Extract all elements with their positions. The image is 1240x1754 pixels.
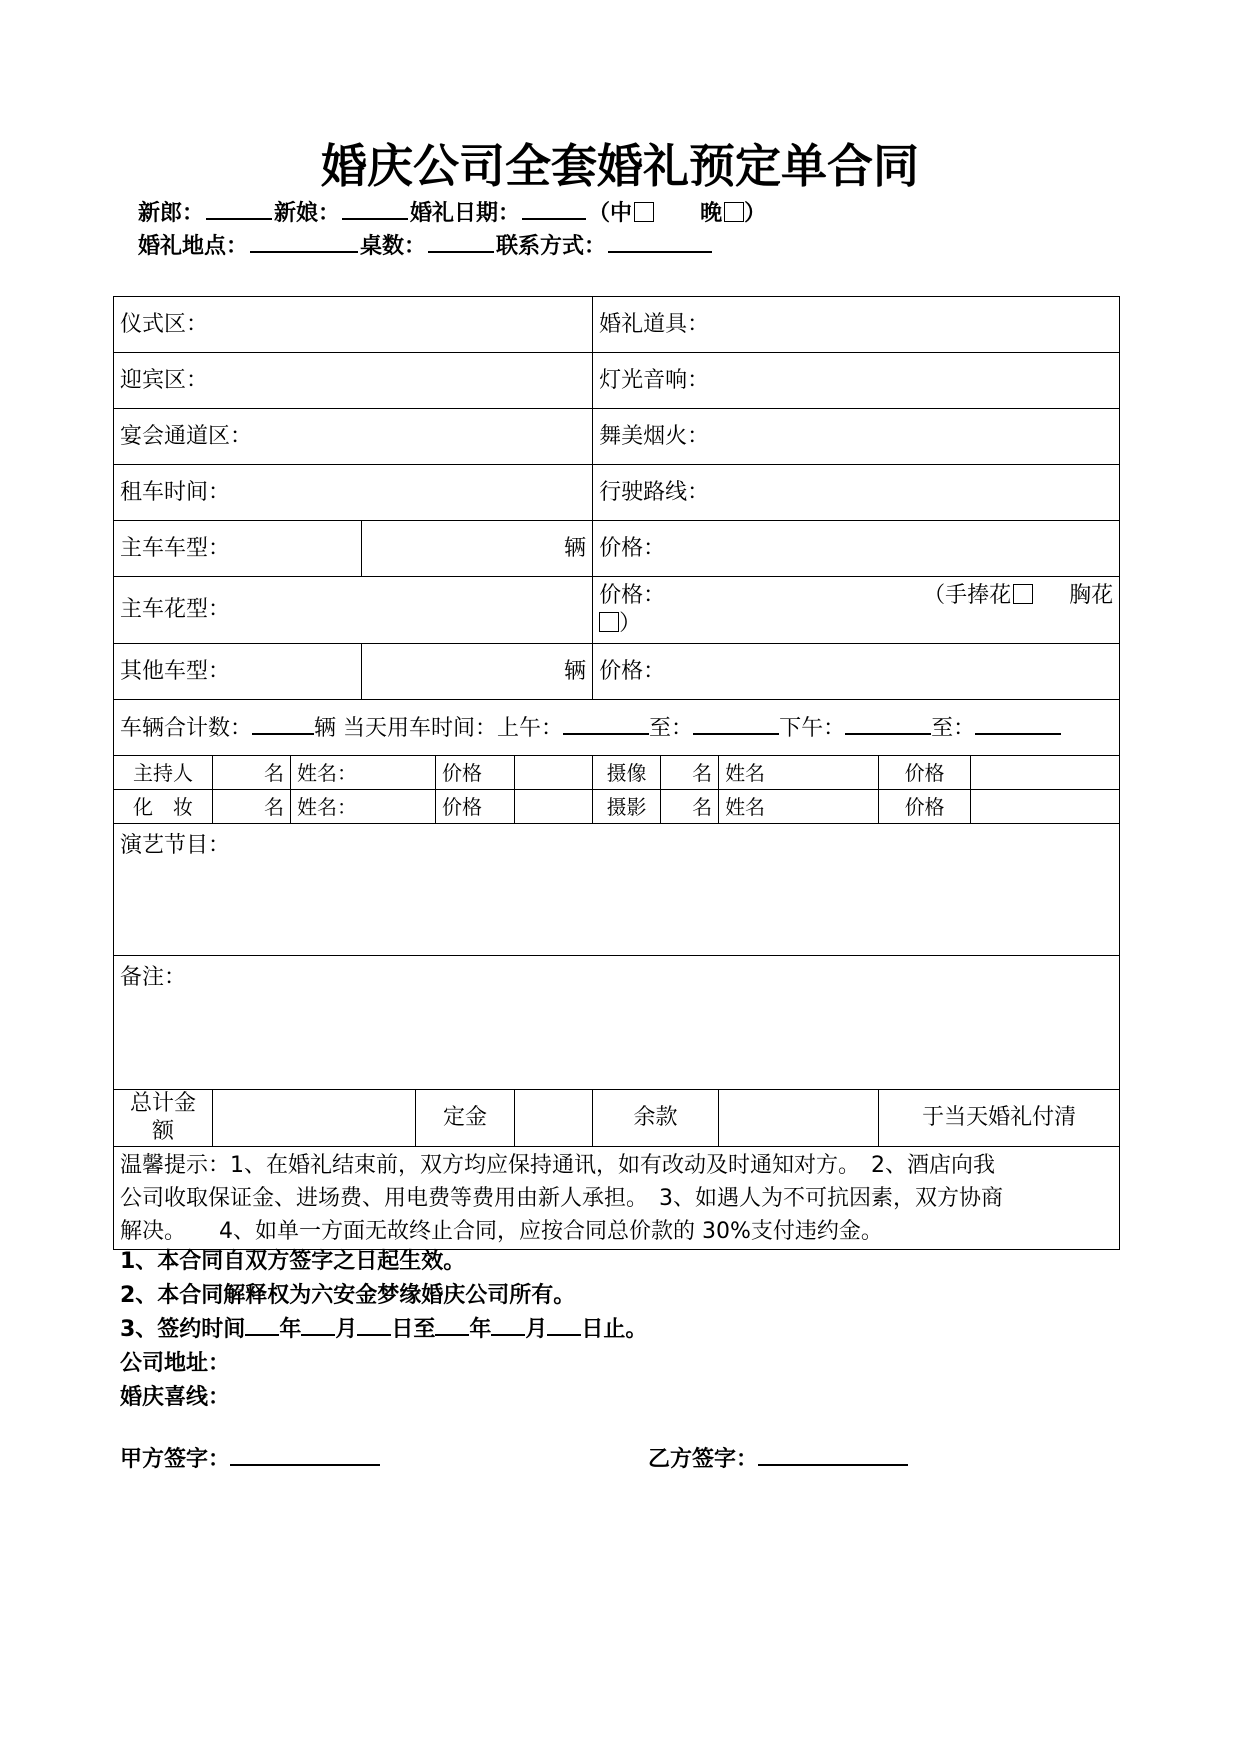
contact-blank[interactable]	[608, 229, 712, 253]
evening-checkbox[interactable]	[724, 202, 744, 222]
table-row	[114, 577, 1120, 644]
makeup-label-cell: 化 妆	[114, 790, 213, 824]
stage-fireworks-cell[interactable]: 舞美烟火：	[593, 409, 1120, 465]
party-a-label: 甲方签字：	[120, 1447, 231, 1472]
vehicle-total-cell[interactable]	[114, 700, 1120, 756]
venue-label: 婚礼地点：	[138, 234, 249, 259]
other-car-model-cell[interactable]: 其他车型：	[114, 644, 362, 700]
total-amount-label-cell: 总计金额	[114, 1090, 213, 1147]
start-month-blank[interactable]	[301, 1314, 335, 1336]
clause-1: 1、本合同自双方签字之日起生效。	[120, 1249, 466, 1274]
table-row	[114, 297, 1120, 353]
pay-on-day-cell: 于当天婚礼付清	[879, 1090, 1120, 1147]
photography-count-cell[interactable]: 名	[661, 790, 719, 824]
table-row	[114, 956, 1120, 1090]
makeup-name-cell[interactable]: 姓名：	[291, 790, 436, 824]
table-row	[114, 1090, 1120, 1147]
venue-blank[interactable]	[250, 229, 358, 253]
contract-clauses	[120, 1245, 647, 1415]
ceremony-area-cell[interactable]: 仪式区：	[114, 297, 593, 353]
balance-cell[interactable]	[719, 1090, 879, 1147]
main-car-count-cell[interactable]: 辆	[362, 521, 593, 577]
videography-name-cell[interactable]: 姓名	[719, 756, 879, 790]
table-row	[114, 521, 1120, 577]
wedding-hotline: 婚庆喜线：	[120, 1385, 231, 1410]
morning-from-blank[interactable]	[563, 713, 649, 735]
host-label-cell: 主持人	[114, 756, 213, 790]
afternoon-from-blank[interactable]	[845, 713, 931, 735]
other-car-count-cell[interactable]: 辆	[362, 644, 593, 700]
groom-blank[interactable]	[206, 196, 272, 220]
bride-label: 新娘：	[274, 201, 341, 226]
total-amount-cell[interactable]	[213, 1090, 416, 1147]
party-b-sign-line[interactable]	[758, 1442, 908, 1466]
photography-label-cell: 摄影	[593, 790, 661, 824]
end-month-blank[interactable]	[491, 1314, 525, 1336]
date-label: 婚礼日期：	[410, 201, 521, 226]
noon-checkbox[interactable]	[634, 202, 654, 222]
host-count-cell[interactable]: 名	[213, 756, 291, 790]
other-car-price-cell[interactable]: 价格：	[593, 644, 1120, 700]
photography-price-label-cell: 价格	[879, 790, 971, 824]
end-year-blank[interactable]	[435, 1314, 469, 1336]
day-car-time-label: 当天用车时间：上午：	[343, 715, 564, 741]
makeup-price-label-cell: 价格	[436, 790, 515, 824]
document-title: 婚庆公司全套婚礼预定单合同	[321, 139, 919, 193]
company-address: 公司地址：	[120, 1351, 231, 1376]
table-row	[114, 790, 1120, 824]
end-day-blank[interactable]	[547, 1314, 581, 1336]
bouquet-checkbox[interactable]	[1013, 584, 1033, 604]
contact-label: 联系方式：	[496, 234, 607, 259]
header-line-2	[138, 229, 714, 262]
start-day-blank[interactable]	[357, 1314, 391, 1336]
videography-count-cell[interactable]: 名	[661, 756, 719, 790]
videography-price-cell[interactable]	[971, 756, 1120, 790]
vehicle-total-blank[interactable]	[252, 713, 314, 735]
table-row	[114, 644, 1120, 700]
remarks-cell[interactable]: 备注：	[114, 956, 1120, 1090]
welcome-area-cell[interactable]: 迎宾区：	[114, 353, 593, 409]
evening-label: 晚	[700, 201, 723, 226]
notice-line: 公司收取保证金、进场费、用电费等费用由新人承担。 3、如遇人为不可抗因素，双方协商	[120, 1185, 1004, 1211]
main-car-flowers-cell[interactable]: 主车花型：	[114, 577, 593, 644]
header-line-1	[138, 196, 766, 229]
flower-price-label: 价格：	[599, 583, 666, 608]
corsage-label: 胸花	[1069, 583, 1114, 608]
vehicle-total-unit: 辆	[314, 715, 337, 741]
notice-line: 温馨提示：1、在婚礼结束前，双方均应保持通讯，如有改动及时通知对方。 2、酒店向我	[120, 1152, 995, 1178]
makeup-count-cell[interactable]: 名	[213, 790, 291, 824]
flower-price-cell[interactable]	[593, 577, 1120, 644]
party-b-signature	[648, 1442, 908, 1477]
host-price-label-cell: 价格	[436, 756, 515, 790]
table-row	[114, 1147, 1120, 1250]
performances-cell[interactable]: 演艺节目：	[114, 824, 1120, 956]
table-row	[114, 700, 1120, 756]
corsage-checkbox[interactable]	[599, 612, 619, 632]
photography-name-cell[interactable]: 姓名	[719, 790, 879, 824]
close-paren: ）	[744, 201, 767, 226]
main-car-model-cell[interactable]: 主车车型：	[114, 521, 362, 577]
party-a-sign-line[interactable]	[230, 1442, 380, 1466]
banquet-aisle-cell[interactable]: 宴会通道区：	[114, 409, 593, 465]
morning-to-blank[interactable]	[693, 713, 779, 735]
host-price-cell[interactable]	[515, 756, 593, 790]
contract-table	[113, 296, 1120, 1250]
clause-3: 3、签约时间 年 月 日至 年 月 日止。	[120, 1313, 647, 1347]
tables-blank[interactable]	[428, 229, 494, 253]
flower-close: ）	[619, 611, 642, 636]
videography-label-cell: 摄像	[593, 756, 661, 790]
table-row	[114, 353, 1120, 409]
table-row	[114, 756, 1120, 790]
groom-label: 新郎：	[138, 201, 205, 226]
bride-blank[interactable]	[342, 196, 408, 220]
date-blank[interactable]	[522, 196, 586, 220]
tables-label: 桌数：	[360, 234, 427, 259]
party-b-label: 乙方签字：	[648, 1447, 759, 1472]
clause-2: 2、本合同解释权为六安金梦缘婚庆公司所有。	[120, 1283, 576, 1308]
deposit-cell[interactable]	[515, 1090, 593, 1147]
table-row	[114, 409, 1120, 465]
party-a-signature	[120, 1442, 380, 1477]
photography-price-cell[interactable]	[971, 790, 1120, 824]
videography-price-label-cell: 价格	[879, 756, 971, 790]
to-label-2: 至：	[931, 715, 976, 741]
host-name-cell[interactable]: 姓名：	[291, 756, 436, 790]
bouquet-label: （手捧花	[923, 583, 1012, 608]
driving-route-cell[interactable]: 行驶路线：	[593, 465, 1120, 521]
vehicle-total-label: 车辆合计数：	[120, 715, 253, 741]
to-label-1: 至：	[649, 715, 694, 741]
main-car-price-cell[interactable]: 价格：	[593, 521, 1120, 577]
makeup-price-cell[interactable]	[515, 790, 593, 824]
afternoon-to-blank[interactable]	[975, 713, 1061, 735]
afternoon-label: 下午：	[779, 715, 846, 741]
wedding-props-cell[interactable]: 婚礼道具：	[593, 297, 1120, 353]
deposit-label-cell: 定金	[416, 1090, 515, 1147]
rental-time-cell[interactable]: 租车时间：	[114, 465, 593, 521]
table-row	[114, 465, 1120, 521]
notice-cell	[114, 1147, 1120, 1250]
table-row	[114, 824, 1120, 956]
balance-label-cell: 余款	[593, 1090, 719, 1147]
notice-line: 解决。 4、如单一方面无故终止合同，应按合同总价款的 30%支付违约金。	[120, 1218, 883, 1244]
start-year-blank[interactable]	[245, 1314, 279, 1336]
lighting-sound-cell[interactable]: 灯光音响：	[593, 353, 1120, 409]
noon-label: （中	[588, 201, 633, 226]
